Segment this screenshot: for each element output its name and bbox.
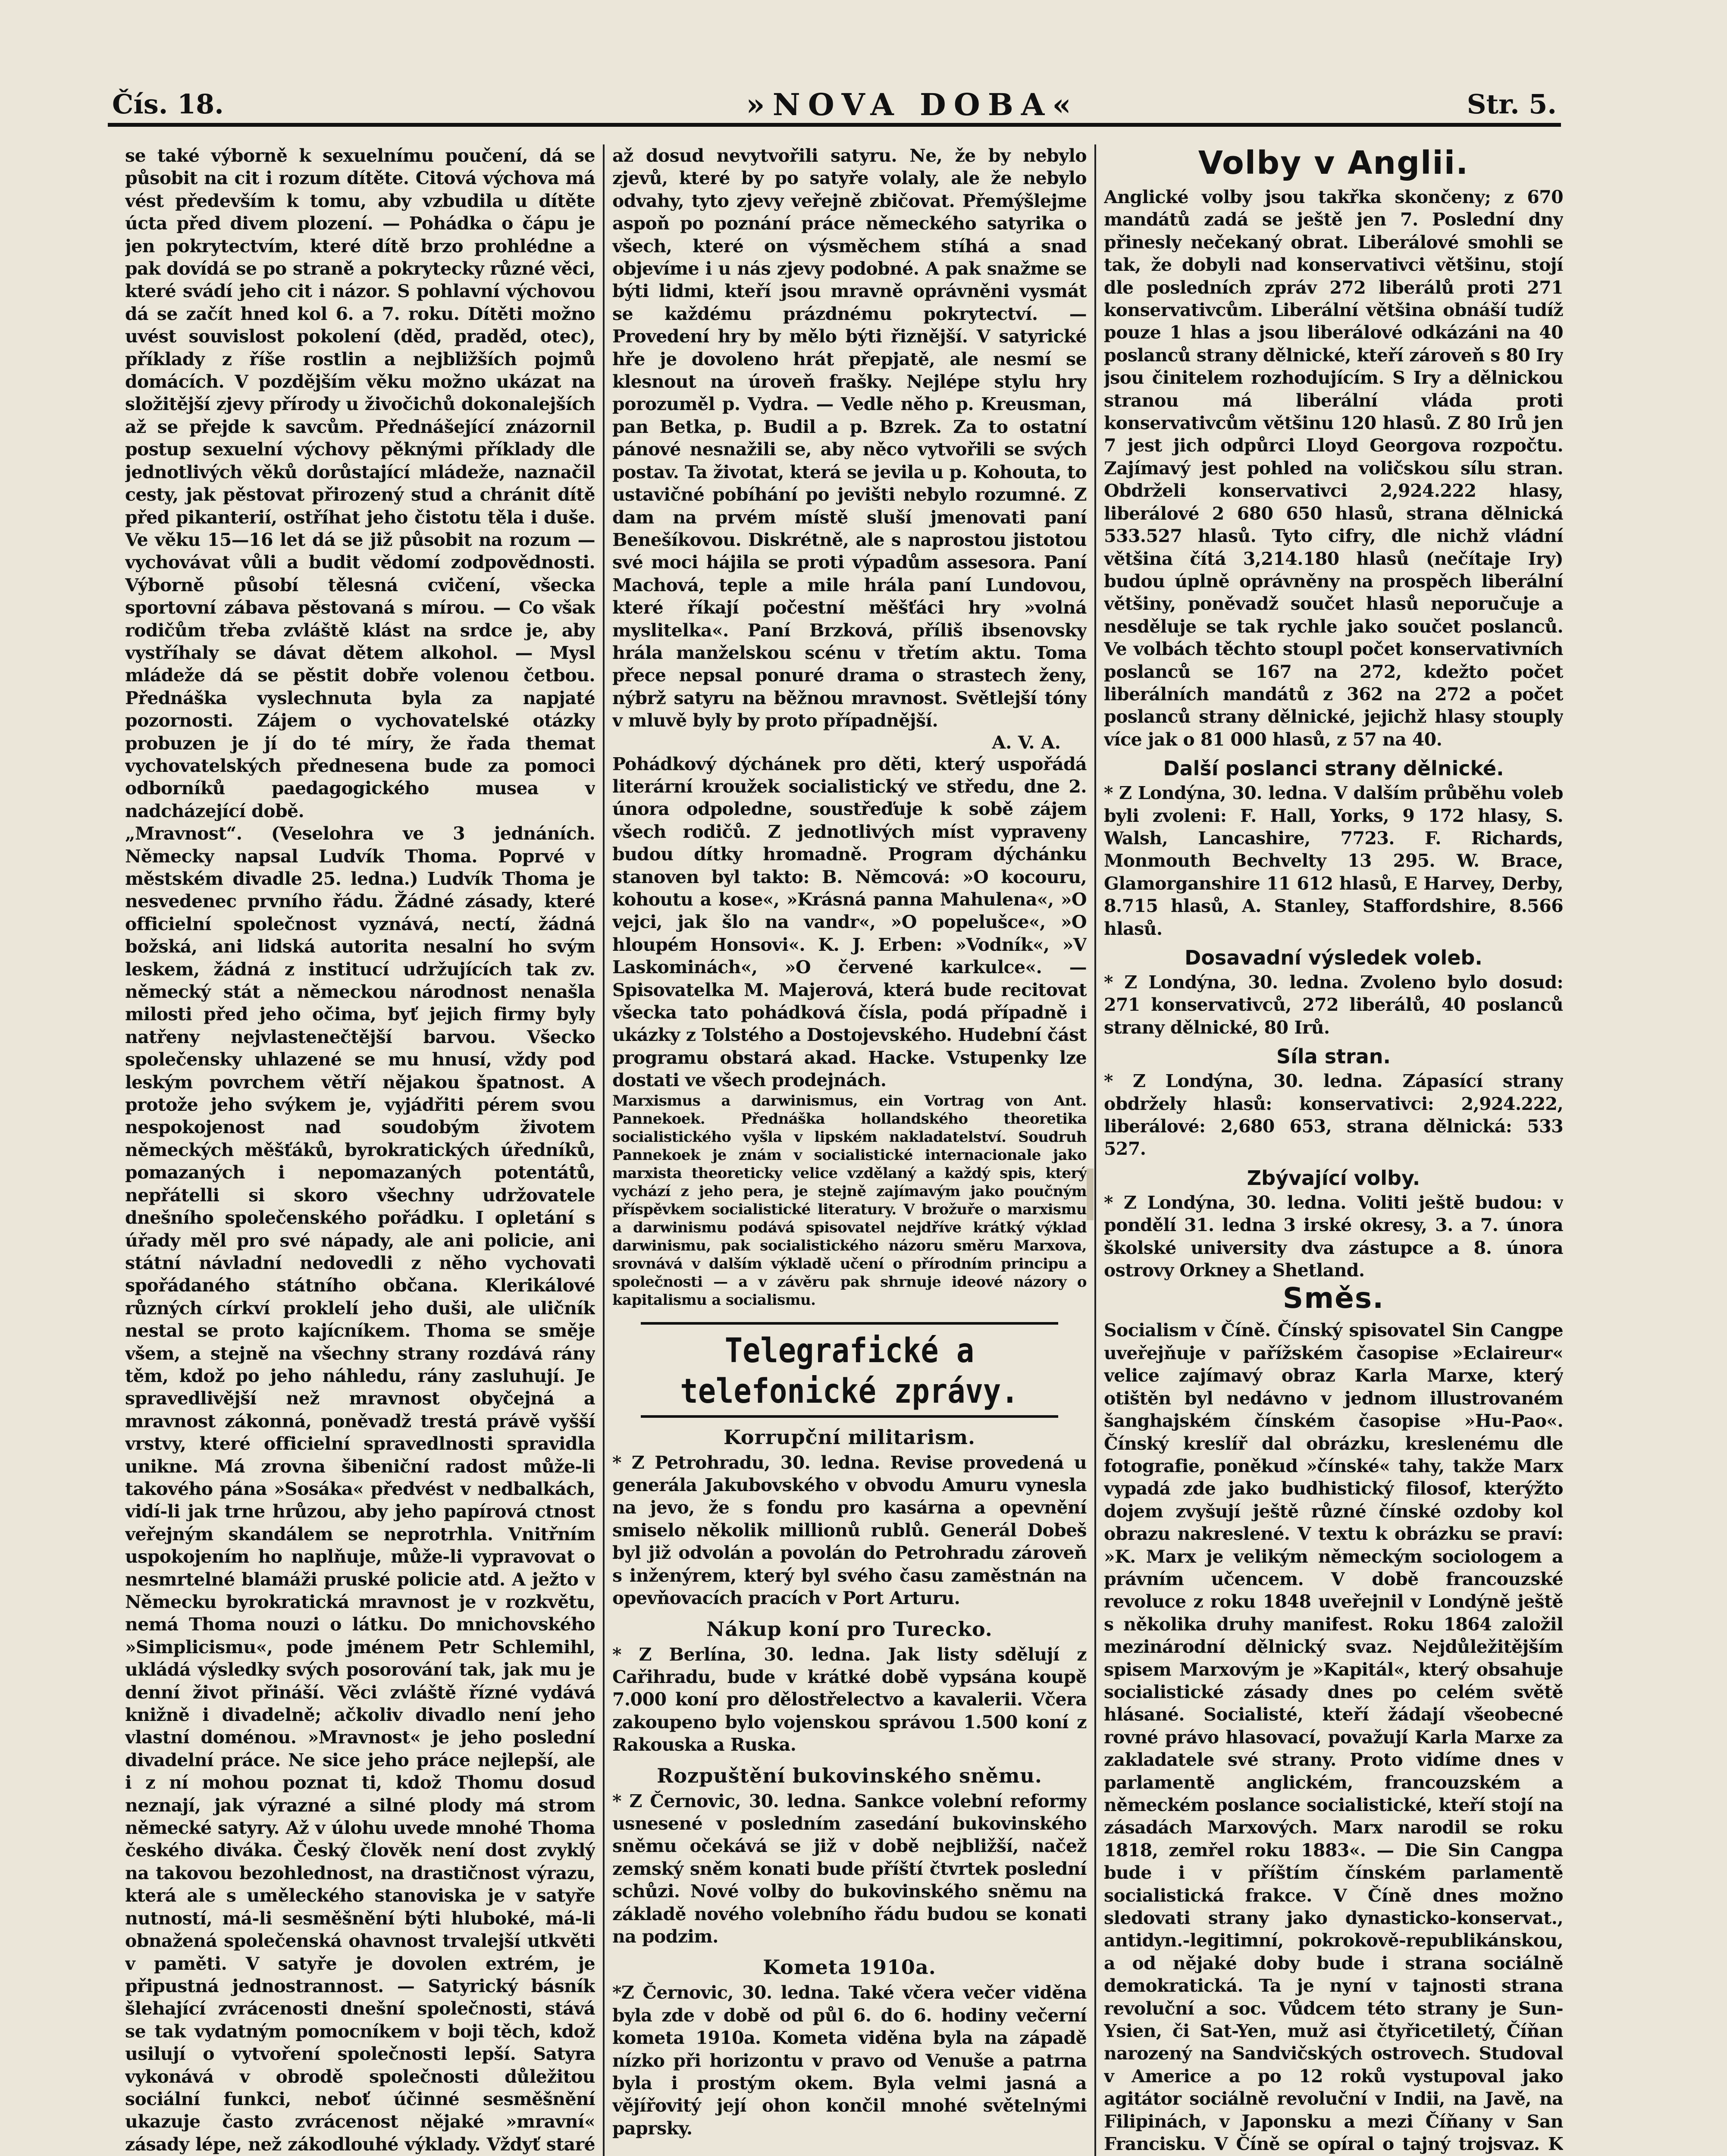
column-divider	[1094, 144, 1096, 2156]
article-socialism-china: Socialism v Číně. Čínský spisovatel Sin Cangpe uveřejňuje v pařížském časopise »Eclaireur« velice zajímavý obraz Karla Marxe, který otištěn byl nedávno v jednom illustrovaném šanghajském čínském časopise »Hu-Pao«. Čínský kreslíř dal obrázku, kreslenému dle fotografie, poněkud »čínské« tahy, takže Marx vypadá zde jako budhistický filosof, kterýžto dojem zvyšují ještě různé čínské ozdoby kol obrazu nakreslené. V textu k obrázku se praví: »K. Marx je velikým německým sociologem a právním učencem. V době francouzské revoluce z roku 1848 uveřejnil v Londýně ještě s několika druhy manifest. Roku 1864 založil mezinárodní dělnický svaz. Nejdůležitějším spisem Marxovým je »Kapitál«, který obsahuje socialistické zásady dnes po celém světě hlásané. Socialisté, kteří žádají všeobecné rovné právo hlasovací, považují Karla Marxe za zakladatele své strany. Proto vidíme dnes v parlamentě anglickém, francouzském a německém poslance socialistické, kteří stojí na zásadách Marxových. Marx narodil se roku 1818, zemřel roku 1883«. — Die Sin Cangpa bude i v příštím čínském parlamentě socialistická frakce. V Číně dnes možno sledovati strany jako dynasticko-konservat., antidyn.-legitimní, pokrokově-republikánskou, a od nějaké doby bude i strana sociálně demokratická. Ta je nyní v tajnosti strana revoluční a soc. Vůdcem této strany je Sun-Ysien, či Sat-Yen, muž asi čtyřicetiletý, Číňan narozený na Sandvičských ostrovech. Studoval v Americe a po 12 roků vystupoval jako agitátor sociálně revoluční v Indii, na Javě, na Filipinách, v Japonsku a mezi Číňany v San Francisku. V Číně se opíral o tajný trojsvaz. K	[1104, 1320, 1563, 2155]
news-headline: Kometa 1910a.	[763, 1955, 936, 1979]
paper-stain	[1087, 1169, 1094, 1220]
issue-number: Čís. 18.	[112, 88, 224, 120]
section-heading-miscellany: Směs.	[1282, 1282, 1385, 1315]
news-item: * Z Berlína, 30. ledna. Jak listy sdělují z Cařihradu, bude v krátké době vypsána koupě 7.000 koní pro dělostřelectvo a kavalerii. Včera zakoupeno bylo vojenskou správou 1.500 koní z Rakouska a Ruska.	[612, 1644, 1087, 1755]
news-headline: Zbývající volby.	[1247, 1166, 1420, 1190]
news-item: * Z Londýna, 30. ledna. Zápasící strany obdržely hlasů: konservativci: 2,924.222, liberálové: 2,680 653, strana dělnická: 533 527.	[1104, 1071, 1563, 1159]
article-fairytale-evening: Pohádkový dýchánek pro děti, který uspořádá literární kroužek socialistický ve středu, dne 2. února odpoledne, soustřeďuje k sobě zájem všech rodičů. Z jednotlivých míst vypraveny budou dítky hromadně. Program dýchánku stanoven byl takto: B. Němcová: »O kocouru, kohoutu a kose«, »Krásná panna Mahulena«, »O vejci, jak šlo na vandr«, »O popelušce«, »O hloupém Honsovi«. K. J. Erben: »Vodník«, »V Laskominách«, »O červené karkulce«. — Spisovatelka M. Majerová, která bude recitovat všecka tato pohádková čísla, podá případně i ukázky z Tolstého a Dostojevského. Hudební část programu obstará akad. Hacke. Vstupenky lze dostati ve všech prodejnách.	[612, 753, 1087, 1091]
telegraph-section-title: Telegrafické a telefonické zprávy.	[641, 1322, 1058, 1418]
article-sex-education-end: se také výborně k sexuelnímu poučení, dá se působit na cit i rozum dítěte. Citová výchova má vést především k tomu, aby vzbudila u dítěte úcta před divem plození. — Pohádka o čápu je jen pokrytectvím, které dítě brzo prohlédne a pak dovídá se po straně a pokrytecky různé věci, které svádí jeho cit i názor. S pohlavní výchovou dá se začít hned kol 6. a 7. roku. Dítěti možno uvést souvislost pokolení (děd, praděd, otec), příklady z říše rostlin a nejbližších pojmů domácích. V pozdějším věku možno ukázat na složitější zjevy přírody u živočichů dokonalejších až se přejde k savcům. Přednášející znázornil postup sexuelní výchovy pěknými příklady dle jednotlivých věků dorůstající mládeže, naznačil cesty, jak pěstovat přirozený stud a chránit dítě před pikanterií, ostříhat jeho čistotu těla i duše. Ve věku 15—16 let dá se již působit na rozum — vychovávat vůli a budit vědomí zodpovědnosti. Výborně působí tělesná cvičení, všecka sportovní zábava pěstovaná s mírou. — Co však rodičům třeba zvláště klást na srdce je, aby vystříhaly se dávat dětem alkohol. — Mysl mládeže dá se pěstit dobře volenou četbou. Přednáška vyslechnuta byla za napjaté pozornosti. Zájem o vychovatelské otázky probuzen je jí do té míry, že řada themat vychovatelských přednesena bude za pomoci odborníků paedagogického musea v nadcházející době.	[125, 145, 595, 821]
news-headline: Rozpuštění bukovinského sněmu.	[657, 1764, 1042, 1787]
news-headline: Síla stran.	[1276, 1045, 1391, 1069]
news-item: *Z Černovic, 30. ledna. Také včera večer viděna byla zde v době od půl 6. do 6. hodiny večerní kometa 1910a. Kometa viděna byla na západě nízko při horizontu v pravo od Venuše a patrna byla i prostým okem. Byla velmi jasná a vějířovitý její ohon končil mnohé světelnými paprsky.	[612, 1982, 1087, 2139]
news-headline: Korrupční militarism.	[723, 1425, 976, 1449]
news-headline: Další poslanci strany dělnické.	[1163, 757, 1504, 780]
news-item: * Z Londýna, 30. ledna. Voliti ještě budou: v pondělí 31. ledna 3 irské okresy, 3. a 7. února školské university dva zástupce a 8. února ostrovy Orkney a Shetland.	[1104, 1192, 1563, 1281]
section-heading-elections: Volby v Anglii.	[1198, 144, 1469, 182]
article-review-mravnost: „Mravnost“. (Veselohra ve 3 jednáních. Německy napsal Ludvík Thoma. Poprvé v městském divadle 25. ledna.) Ludvík Thoma je nesvedenec prvního řádu. Žádné zásady, které officielní společnost vyznává, nectí, žádná božská, ani lidská autorita nesalní ho svým leskem, žádná z institucí udržujících tak zv. německý stát a německou národnost nenašla milosti před jeho očima, byť jejich firmy byly natřeny nejvlastenečtější barvou. Všecko společensky uhlazené se mu hnusí, vždy pod leským povrchem větří nějakou špatnost. A protože jeho svýkem je, vyjádřiti pérem svou nespokojenost nad soudobým životem německých měšťáků, byrokratických úředníků, pomazaných i nepomazaných potentátů, nepřátelli si skoro všechny udržovatele dnešního společenského pořádku. I opletání s úřady měl pro své nápady, ale ani policie, ani státní návladní nedovedli z něho vychovati spořádaného státního občana. Klerikálové různých církví proklelí jeho duši, ale uličník nestal se proto kajícníkem. Thoma se směje všem, a stejně na všechny strany rozdává rány těm, kdož po jeho náhledu, rány zasluhují. Je spravedlivější než mravnost obyčejná a mravnost zákonná, poněvadž trestá právě vyšší vrstvy, které officielní spravedlnosti spravidla unikne. Má zrovna šibeniční radost může-li takového pána »Sosáka« předvést v nedbalkách, vidí-li jak trne hrůzou, aby jeho papírová ctnost veřejným skandálem se neprotrhla. Vnitřním uspokojením ho naplňuje, může-li vypravovat o nesmrtelné blamáži pruské policie atd. A ježto v Německu byrokratická mravnost je v rozkvětu, nemá Thoma nouzi o látku. Do mnichovského »Simplicismu«, pode jménem Petr Schlemihl, ukládá výsledky svých posorování tak, jak mu je denní život přináší. Věci zvláště řízné vydává knižně i divadelně; ačkoliv divadlo není jeho vlastní doménou. »Mravnost« je jeho poslední divadelní práce. Ne sice jeho práce nejlepší, ale i z ní mohou poznat ti, kdož Thomu dosud neznají, jak výrazné a silné plody má strom německé satyry. Až v úlohu uvede mnohé Thoma českého diváka. Český člověk není dost zvyklý na takovou bezohlednost, na drastičnost výrazu, která ale s uměleckého stanoviska je v satyře nutností, má-li sesměšnění býti hluboké, má-li obnažená společenská ohavnost trvalejší utkvěti v paměti. V satyře je dovolen extrém, je připustná jednostrannost. — Satyrický básník šlehající zvrácenosti dnešní společnosti, stává se tak vydatným pomocníkem v boji těch, kdož usilují o vytvoření společnosti lepší. Satyra vykonává v obrodě společnosti důležitou sociální funkci, neboť účinné sesměšnění ukazuje často zvrácenost nějaké »mravní« zásady lépe, než zákodlouhé výklady. Vždyť staré	[125, 823, 595, 2155]
news-item: * Z Londýna, 30. ledna. V dalším průběhu voleb byli zvoleni: F. Hall, Yorks, 9 172 hlasy, S. Walsh, Lancashire, 7723. F. Richards, Monmouth Bechvelty 13 295. W. Brace, Glamorganshire 11 612 hlasů, E Harvey, Derby, 8.715 hlasů, A. Stanley, Staffordshire, 8.566 hlasů.	[1104, 783, 1563, 939]
news-item: * Z Londýna, 30. ledna. Zvoleno bylo dosud: 271 konservativců, 272 liberálů, 40 poslanců strany dělnické, 80 Irů.	[1104, 972, 1563, 1038]
page-number: Str. 5.	[1467, 88, 1557, 120]
article-marxism-darwinism: Marxismus a darwinismus, ein Vortrag von Ant. Pannekoek. Přednáška hollandského theoretika socialistického vyšla v lipském nakladatelství. Soudruh Pannekoek je znám v socialistické internacionale jako marxista theoreticky velice vzdělaný a každý spis, který vychází z jeho pera, je stejně zajímavým jako poučným příspěvkem socialistické literatury. V brožuře o marxismu a darwinismu podává spisovatel nejdříve krátký výklad darwinismu, pak socialistického názoru směru Marxova, srovnává v dalším výkladě učení o přírodním principu a společnosti — a v závěru pak shrnuje ideové názory o kapitalismu a socialismu.	[612, 1092, 1087, 1309]
column-right	[1104, 144, 1563, 2156]
page-header	[108, 84, 1561, 127]
news-headline: Dosavadní výsledek voleb.	[1185, 946, 1483, 969]
news-item: * Z Petrohradu, 30. ledna. Revise provedená u generála Jakubovského v obvodu Amuru vynesla na jevo, že s fondu pro kasárna a opevnění smiselo několik millionů rublů. Generál Dobeš byl již odvolán a povolán do Petrohradu zároveň s inženýrem, který byl svého času zaměstnán na opevňovacích pracích v Port Arturu.	[612, 1452, 1087, 1609]
column-divider	[603, 144, 605, 2156]
news-item: * Z Černovic, 30. ledna. Sankce volební reformy usnesené v posledním zasedání bukovinského sněmu očekává se již v době nejbližší, načež zemský sněm konati bude příští čtvrtek poslední schůzi. Nové volby do bukovinského sněmu na základě nového volebního řádu budou se konati na podzim.	[612, 1790, 1087, 1947]
author-signature: A. V. A.	[992, 732, 1061, 753]
article-elections: Anglické volby jsou takřka skončeny; z 670 mandátů zadá se ještě jen 7. Poslední dny přinesly nečekaný obrat. Liberálové smohli se tak, že dobyli nad konservativci většinu, stojí dle posledních zpráv 272 liberálů proti 271 konservativcům. Liberální většina obnáší tudíž pouze 1 hlas a jsou liberálové odkázáni na 40 poslanců strany dělnické, kteří zároveň s 80 Iry jsou činitelem rozhodujícím. S Iry a dělnickou stranou má liberální vláda proti konservativcům většinu 120 hlasů. Z 80 Irů jen 7 jest jich odpůrci Lloyd Georgova rozpočtu. Zajímavý jest pohled na voličskou sílu stran. Obdrželi konservativci 2,924.222 hlasy, liberálové 2 680 650 hlasů, strana dělnická 533.527 hlasů. Tyto cifry, dle nichž vládní většina čítá 3,214.180 hlasů (nečítaje Iry) budou úplně oprávněny na prospěch liberální většiny, poněvadž součet hlasů neporučuje a nesděluje se tak rychle jako součet poslanců. Ve volbách těchto stoupl počet konservativních poslanců se 167 na 272, kdežto počet liberálních mandátů z 362 na 272 a počet poslanců strany dělnické, jejichž hlasy stouply více jak o 81 000 hlasů, z 57 na 40.	[1104, 187, 1563, 750]
news-headline: Nákup koní pro Turecko.	[706, 1617, 993, 1641]
article-review-continued: až dosud nevytvořili satyru. Ne, že by nebylo zjevů, které by po satyře volaly, ale že nebylo odvahy, tyto zjevy veřejně zbičovat. Přemýšlejme aspoň po poznání práce německého satyrika o všech, které on výsměchem stíhá a snad objevíme i u nás zjevy podobné. A pak snažme se býti lidmi, kteří jsou mravně oprávněni vysmát se každému prázdnému pokrytectví. — Provedení hry by mělo býti řiznější. V satyrické hře je dovoleno hrát přepjatě, ale nesmí se klesnout na úroveň frašky. Nejlépe stylu hry porozuměl p. Vydra. — Vedle něho p. Kreusman, pan Betka, p. Budil a p. Bzrek. Za to ostatní pánové nesnažili se, aby něco vytvořili se svých postav. Ta životat, která se jevila u p. Kohouta, to ustavičné pobíhání po jevišti nebylo rozumné. Z dam na prvém místě sluší jmenovati paní Benešíkovou. Diskrétně, ale s naprostou jistotou své moci hájila se proti výpadům assesora. Paní Machová, teple a mile hrála paní Lundovou, které říkají počestní měšťáci hry »volná myslitelka«. Paní Brzková, příliš ibsenovsky hrála manželskou scénu v třetím aktu. Toma přece nepsal ponuré drama o strastech ženy, nýbrž satyru na běžnou mravnost. Světlejší tóny v mluvě byly by proto případnější.	[612, 145, 1087, 731]
column-middle	[612, 144, 1087, 2156]
masthead-title: »NOVA DOBA«	[746, 87, 1079, 122]
column-left	[125, 144, 595, 2156]
